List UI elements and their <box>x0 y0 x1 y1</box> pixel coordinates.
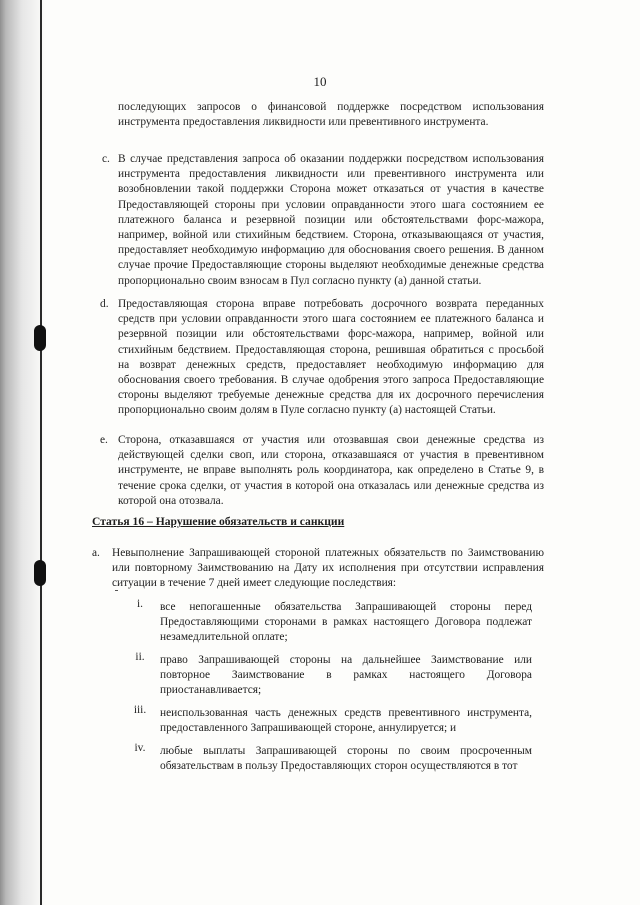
scan-speck <box>115 590 118 591</box>
subitem-i-paragraph: все непогашенные обязательства Запрашивающей стороны перед Предоставляющими сторонами в рамках настоящего Договора подлежат незамедлительной оплате; <box>160 601 532 644</box>
item-marker-d: d. <box>100 298 109 310</box>
page-number: 10 <box>313 74 327 89</box>
article-item-paragraph: Невыполнение Запрашивающей стороной платежных обязательств по Заимствованию или повторному Заимствованию на Дату их исполнения при отсутствии исправления ситуации в течение 7 дней имеет следующие последствия: <box>112 547 544 590</box>
binder-line <box>40 0 42 905</box>
punch-hole <box>34 560 46 586</box>
continuation-paragraph: последующих запросов о финансовой поддержке посредством использования инструмента предоставления ликвидности или превентивного инструмента. <box>118 101 544 129</box>
subitem-iv-paragraph: любые выплаты Запрашивающей стороны по своим просроченным обязательствам в пользу Предоставляющих сторон осуществляются в тот <box>160 745 532 773</box>
item-e-paragraph: Сторона, отказавшаяся от участия или отозвавшая свои денежные средства из действующей сделки своп, или сторона, отказавшаяся от участия в превентивном инструменте, не вправе выполнять роль координатора, как определено в Статье 9, в течение срока сделки, от участия в которой она отказалась или денежные средства из которой она отозвала. <box>118 434 544 507</box>
punch-hole <box>34 325 46 351</box>
subitem-marker-i: i. <box>136 598 143 610</box>
subitem-iii-paragraph: неиспользованная часть денежных средств превентивного инструмента, предоставленного Запрашивающей стороне, аннулируется; и <box>160 707 532 735</box>
subitem-marker-iii: iii. <box>133 704 147 716</box>
subitem-marker-iv: iv. <box>134 742 146 754</box>
article-heading: Статья 16 – Нарушение обязательств и санкции <box>92 515 345 528</box>
item-d-paragraph: Предоставляющая сторона вправе потребовать досрочного возврата переданных средств при условии оправданности этого шага состоянием ее платежного баланса и резервной позиции или обстоятельствами форс-мажора, например, войной или стихийным бедствием. Предоставляющая сторона, решившая обратиться с просьбой на возврат денежных средств, предоставляет необходимую информацию для обоснования своего требования. В случае одобрения этого запроса Предоставляющие стороны выделяют требуемые денежные средства для их досрочного перечисления пропорционально своим долям в Пуле согласно пункту (a) настоящей Статьи. <box>118 298 544 417</box>
subitem-marker-ii: ii. <box>135 651 145 663</box>
item-marker-c: c. <box>102 153 110 165</box>
item-c-paragraph: В случае представления запроса об оказании поддержки посредством использования инструмента предоставления ликвидности или превентивного инструмента или возобновлении такой поддержки Сторона может отказаться от участия в качестве Предоставляющей стороны при условии оправданности этого шага состоянием ее платежного баланса и резервной позиции или обстоятельствами форс-мажора, например, войной или стихийным бедствием. Сторона, отказывающаяся от участия, предоставляет необходимую информацию для обоснования своего решения. В данном случае прочие Предоставляющие стороны выделяют необходимые денежные средства пропорционально своим взносам в Пул согласно пункту (a) данной статьи. <box>118 153 544 287</box>
item-marker-e: e. <box>100 434 108 446</box>
article-item-marker: a. <box>92 547 100 559</box>
subitem-ii-paragraph: право Запрашивающей стороны на дальнейшее Заимствование или повторное Заимствование в рамках настоящего Договора приостанавливается; <box>160 654 532 697</box>
